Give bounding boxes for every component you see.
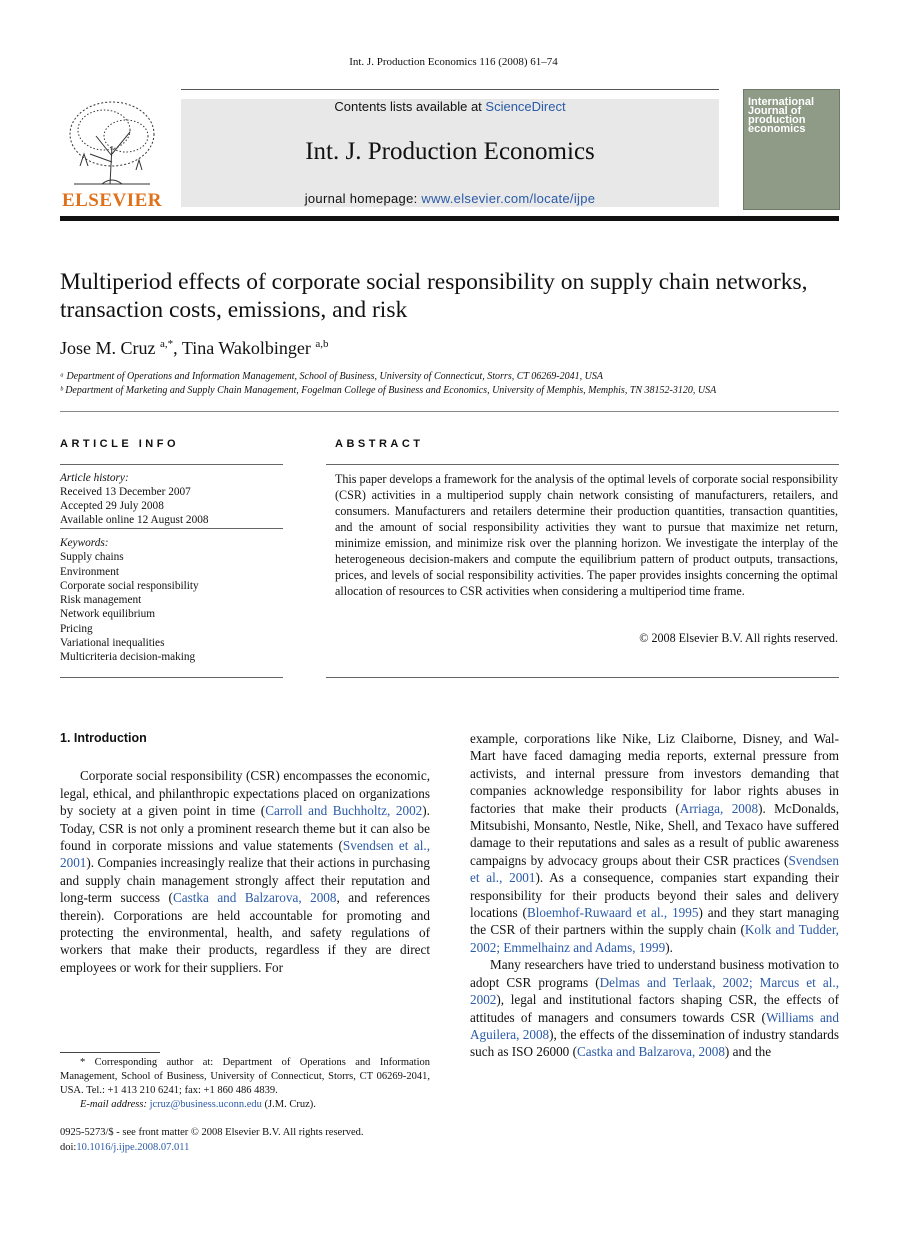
corresponding-author-footnote: * Corresponding author at: Department of Operations and Information Management, School of Business, University of Connecticut, Storrs, CT 06269-2041, USA. Tel.: +1 413 210 6241; fax: +1 860 486 4839. [60, 1057, 430, 1097]
author-name: Tina Wakolbinger [181, 338, 311, 358]
footnote-rule [60, 1052, 160, 1053]
article-info-rule [60, 677, 283, 678]
header-thick-rule [60, 216, 839, 221]
homepage-prefix: journal homepage: [304, 191, 422, 206]
received-date: Received 13 December 2007 [60, 486, 191, 498]
text: , and references therein). Corporations are held accountable for promoting and protecting the environmental, health, and safety regulations of workers that make their products, regardless if they are direct employees or work for their suppliers. For [60, 890, 430, 975]
intro-paragraph-continued [470, 730, 839, 956]
author-affil-mark: a,b [315, 338, 329, 350]
abstract-text: This paper develops a framework for the analysis of the optimal levels of corporate social responsibility (CSR) activities in a multiperiod supply chain network consisting of manufacturers, retailers, and consumers. Manufacturers and retailers determine their production quantities, transaction quantities, and the amount of social responsibility activities they want to pursue that maximize net return, minimize emission, and minimize risk over the planning horizon. We investigate the interplay of the heterogeneous decision-makers and compute the equilibrium pattern of product outputs, transactions, prices, and levels of social responsibility activities. The paper provides insights concerning the optimal allocation of resources to CSR activities when considering a multiperiod time frame. [335, 472, 838, 598]
paper-title: Multiperiod effects of corporate social responsibility on supply chain networks, transaction costs, emissions, and risk [60, 269, 808, 323]
text: example, corporations like Nike, Liz Claiborne, Disney, and Wal-Mart have faced damaging media reports, external pressure from activists, and internal pressure from investors demanding that companies acknowledge responsibility for labor rights abuses in factories that make their products ( [470, 731, 839, 816]
affiliation-b: ᵇ Department of Marketing and Supply Chain Management, Fogelman College of Business and Economics, University of Memphis, Memphis, TN 38152-3120, USA [60, 385, 717, 396]
citation-link[interactable]: Castka and Balzarova, 2008 [172, 890, 337, 906]
online-date: Available online 12 August 2008 [60, 514, 209, 526]
contents-line [181, 99, 719, 114]
citation-link[interactable]: Arriaga, 2008 [679, 800, 759, 816]
history-label: Article history: [60, 472, 129, 484]
abstract-rule [326, 464, 839, 465]
keyword: Supply chains [60, 551, 124, 564]
journal-name: Int. J. Production Economics [305, 138, 595, 165]
body-column-left [60, 730, 430, 976]
doi-label: doi: [60, 1141, 77, 1153]
text: ), legal and institutional factors shaping CSR, the effects of attitudes of managers and consumers towards CSR ( [470, 992, 839, 1025]
keywords-label: Keywords: [60, 537, 109, 549]
citation-link[interactable]: Kolk and Tudder, 2002; Emmelhainz and Adams, 1999 [470, 922, 839, 955]
text: ). Today, CSR is not only a prominent research theme but it can also be found in corporate missions and value statements ( [60, 803, 430, 854]
text: Many researchers have tried to understand business motivation to adopt CSR programs ( [470, 957, 839, 990]
email-link[interactable]: jcruz@business.uconn.edu [149, 1099, 262, 1110]
abstract-heading: ABSTRACT [335, 438, 424, 450]
citation-link[interactable]: Delmas and Terlaak, 2002; Marcus et al., 2002 [470, 974, 839, 1008]
keyword: Pricing [60, 622, 93, 635]
citation-link[interactable]: Svendsen et al., 2001 [470, 852, 839, 886]
accepted-date: Accepted 29 July 2008 [60, 500, 164, 512]
keyword: Multicriteria decision-making [60, 651, 196, 664]
author-name: Jose M. Cruz [60, 338, 156, 358]
article-info-rule [60, 528, 283, 529]
citation-link[interactable]: Castka and Balzarova, 2008 [576, 1044, 725, 1060]
text: Corporate social responsibility (CSR) encompasses the economic, legal, ethical, and philanthropic expectations placed on organizations by society at a given point in time ( [60, 768, 430, 819]
text: ) and the [724, 1044, 772, 1060]
elsevier-wordmark: ELSEVIER [61, 190, 163, 211]
citation-link[interactable]: Williams and Aguilera, 2008 [470, 1009, 839, 1042]
keyword: Corporate social responsibility [60, 579, 199, 592]
header-top-rule [181, 89, 719, 90]
contents-prefix: Contents lists available at [334, 99, 486, 114]
abstract-rule [326, 677, 839, 678]
intro-paragraph [60, 767, 430, 976]
citation-link[interactable]: Bloemhof-Ruwaard et al., 1995 [526, 905, 699, 921]
body-column-right [470, 730, 839, 1061]
text: ). McDonalds, Mitsubishi, Monsanto, Nestle, Nike, Shell, and Texaco have suffered damage to their reputations and sales as a result of public awareness campaigns by advocacy groups about their CSR practices ( [470, 800, 839, 868]
article-info-rule [60, 464, 283, 465]
affiliation-rule [60, 411, 839, 412]
author-list: Jose M. Cruz $^{a,*}$, Tina Wakolbinger $^{a,b}$ [60, 338, 329, 358]
author-affil-mark: a,* [160, 338, 174, 350]
cover-title: International Journal of production economics [748, 96, 815, 135]
intro-paragraph [470, 956, 839, 1060]
email-label: E-mail address: [80, 1099, 150, 1110]
article-info-heading: ARTICLE INFO [60, 438, 179, 450]
sciencedirect-link[interactable]: ScienceDirect [485, 99, 566, 114]
text: ). Companies increasingly realize that their actions in purchasing and supply chain management strongly affect their reputation and long-term success ( [60, 855, 430, 906]
keyword: Risk management [60, 594, 142, 607]
issn-doi [60, 1126, 430, 1155]
email-suffix: (J.M. Cruz). [261, 1099, 316, 1110]
doi-link[interactable]: 10.1016/j.ijpe.2008.07.011 [76, 1141, 190, 1153]
section-heading: 1. Introduction [60, 731, 147, 745]
issn-line: 0925-5273/$ - see front matter © 2008 Elsevier B.V. All rights reserved. [60, 1127, 364, 1138]
text: ). As a consequence, companies start expanding their responsibility for their products beyond their sales and delivery locations ( [470, 870, 839, 921]
homepage-line [181, 191, 719, 206]
keyword: Variational inequalities [60, 637, 165, 650]
text: ), the effects of the dissemination of industry standards such as ISO 26000 ( [470, 1026, 839, 1060]
affiliation-a: ᵃ Department of Operations and Information Management, School of Business, University of Connecticut, Storrs, CT 06269-2041, USA [60, 371, 603, 382]
running-head: Int. J. Production Economics 116 (2008) 61–74 [349, 56, 558, 68]
keyword: Network equilibrium [60, 608, 156, 621]
keyword: Environment [60, 565, 119, 578]
text: ) and they start managing the CSR of their partners within the supply chain ( [470, 905, 839, 938]
citation-link[interactable]: Carroll and Buchholtz, 2002 [265, 803, 423, 819]
homepage-link[interactable]: www.elsevier.com/locate/ijpe [421, 191, 596, 206]
article-history [60, 471, 283, 527]
citation-link[interactable]: Svendsen et al., 2001 [60, 838, 430, 871]
doi-line [60, 1141, 430, 1156]
keywords [60, 536, 283, 665]
copyright-line: © 2008 Elsevier B.V. All rights reserved. [639, 631, 838, 645]
email-line [80, 1099, 430, 1110]
text: ). [665, 939, 673, 955]
